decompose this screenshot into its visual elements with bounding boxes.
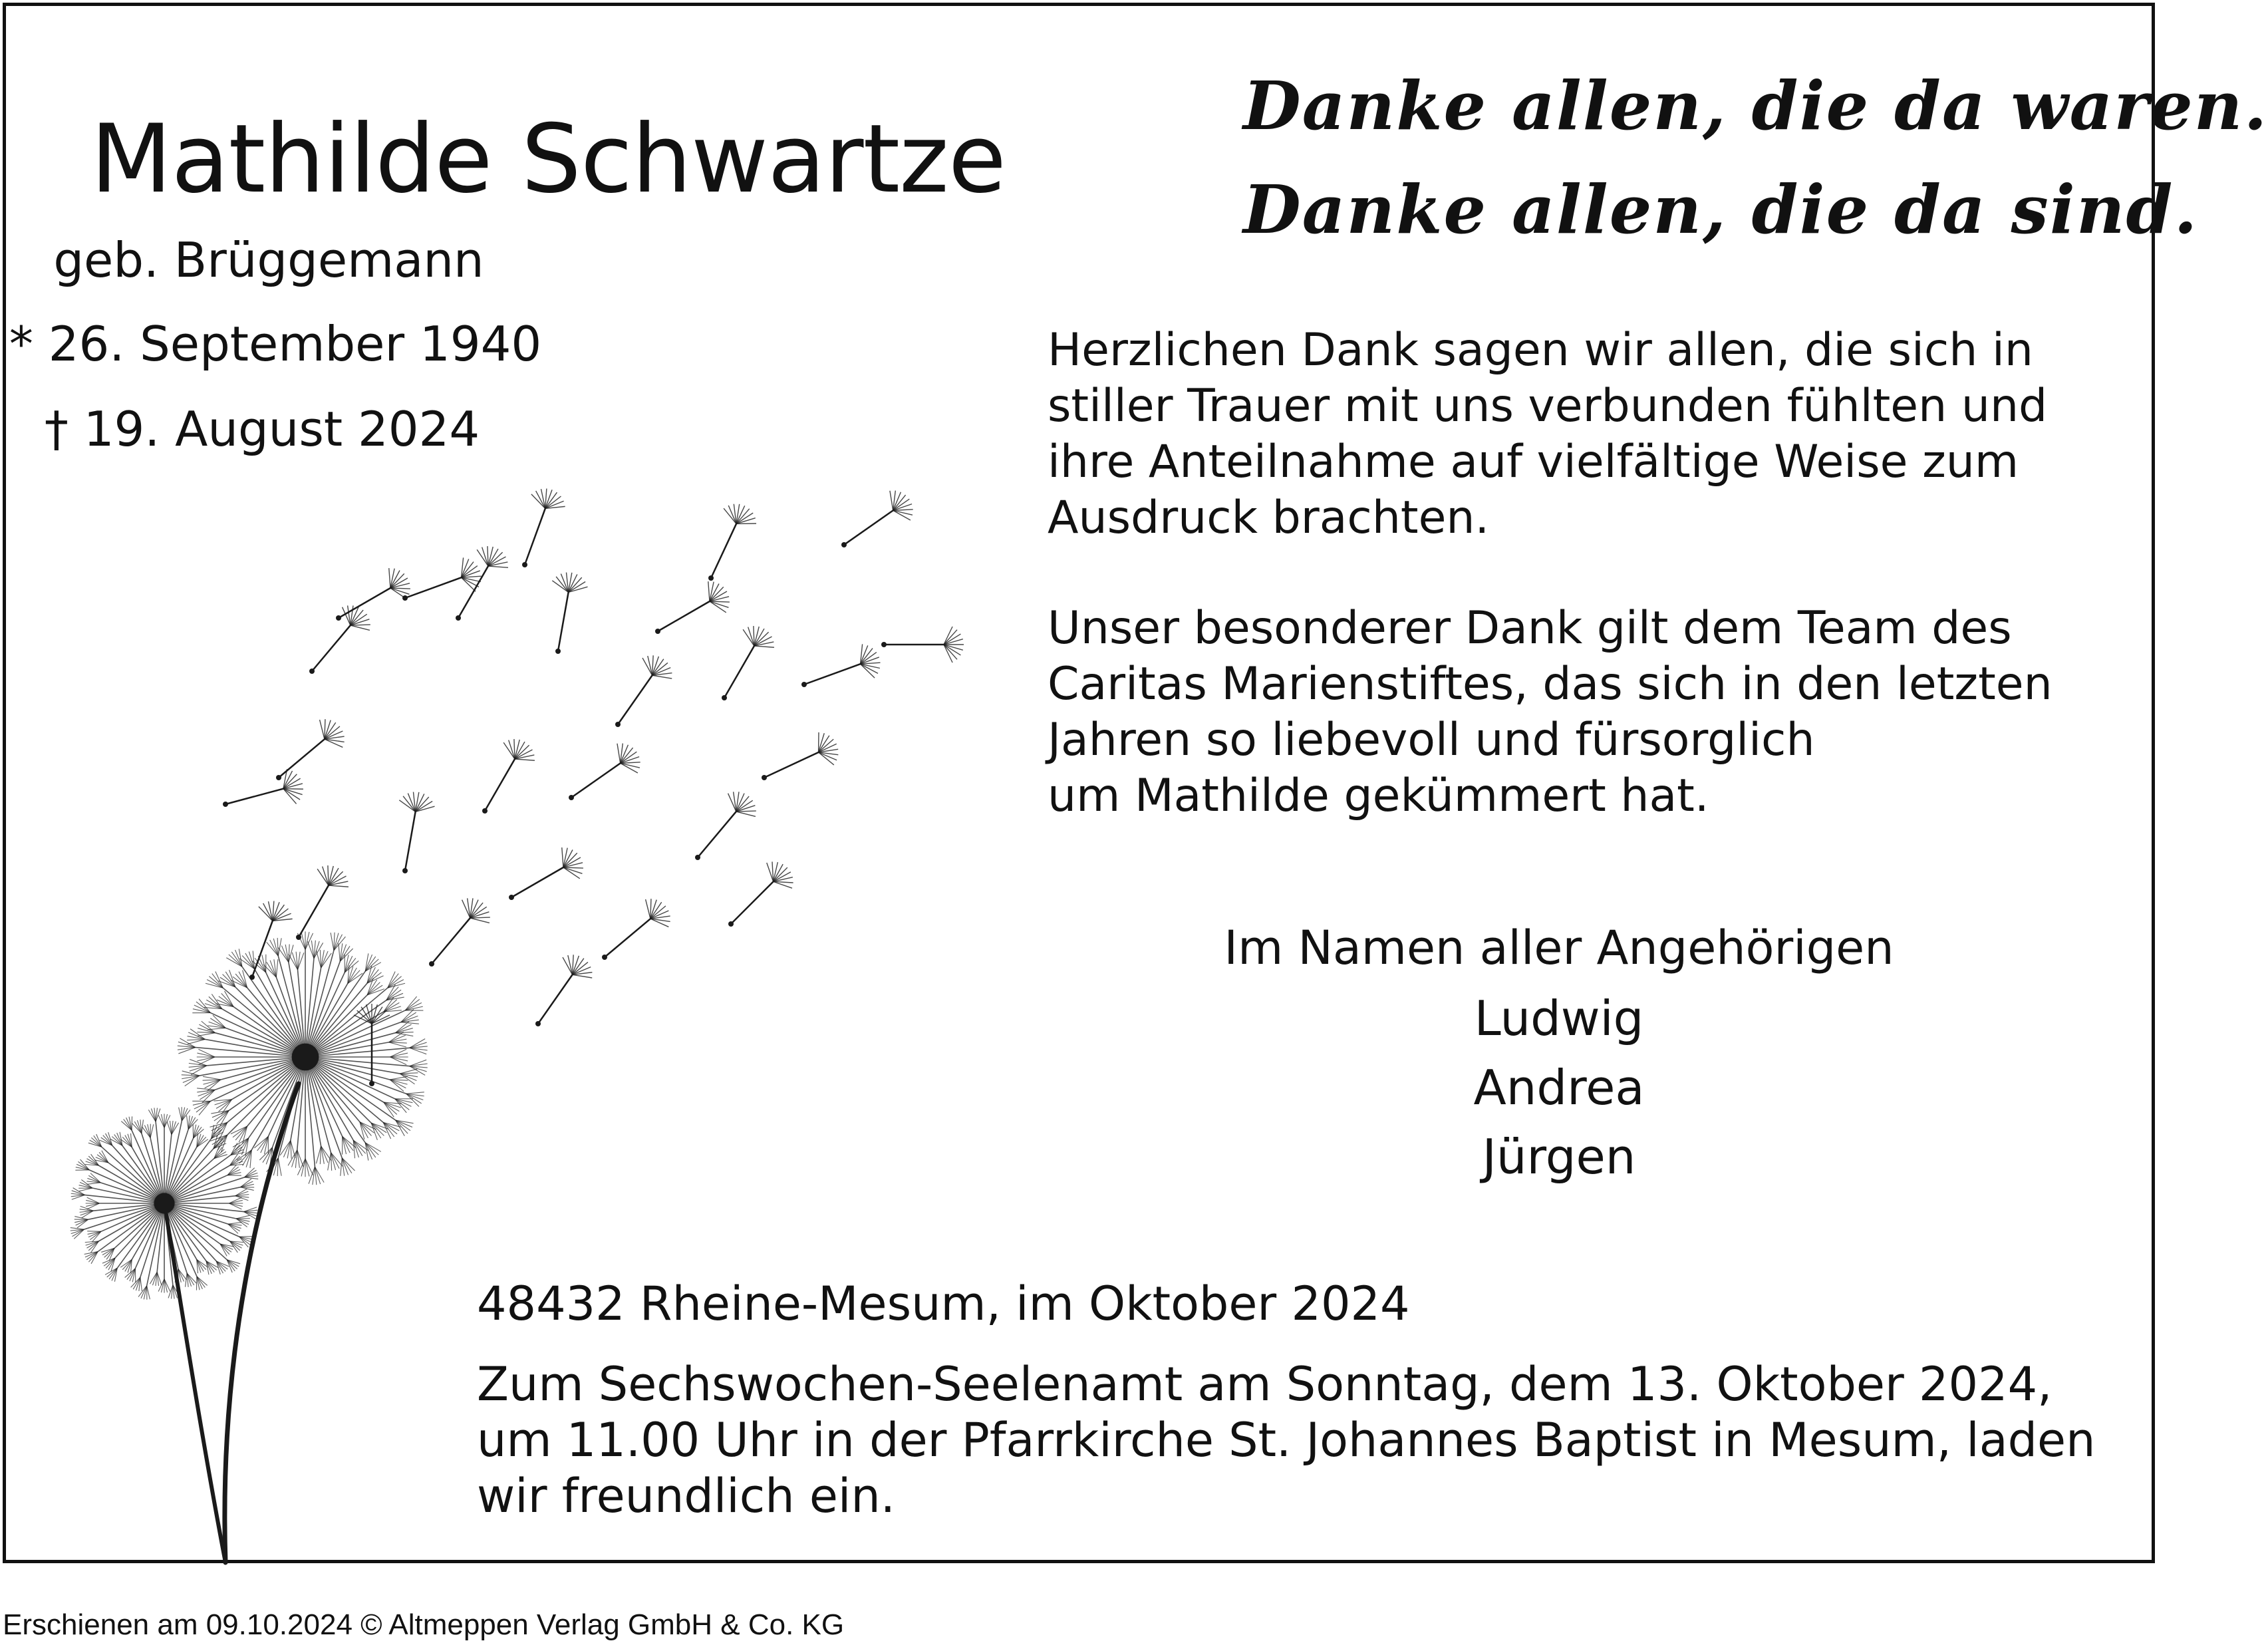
relative-name: Ludwig xyxy=(1474,990,1644,1046)
death-date: † 19. August 2024 xyxy=(44,401,480,457)
special-thanks-paragraph xyxy=(1048,601,2053,824)
maiden-name: geb. Brüggemann xyxy=(53,232,484,288)
publication-footer: Erschienen am 09.10.2024 © Altmeppen Verlag GmbH & Co. KG xyxy=(3,1608,845,1641)
thanks-line: ihre Anteilnahme auf vielfältige Weise zum xyxy=(1048,436,2019,488)
special-thanks-line: Jahren so liebevoll und fürsorglich xyxy=(1048,714,1815,766)
motto-line-2: Danke allen, die da sind. xyxy=(1243,170,2199,249)
special-thanks-line: Unser besonderer Dank gilt dem Team des xyxy=(1048,602,2012,655)
thanks-paragraph xyxy=(1048,323,2047,546)
motto-line-1: Danke allen, die da waren. xyxy=(1243,67,2268,145)
obituary-card xyxy=(3,3,2268,1563)
mass-invitation-line: Zum Sechswochen-Seelenamt am Sonntag, dem 13. Oktober 2024, xyxy=(477,1357,2053,1412)
thanks-line: stiller Trauer mit uns verbunden fühlten und xyxy=(1048,380,2048,432)
special-thanks-line: um Mathilde gekümmert hat. xyxy=(1048,770,1709,822)
relative-name: Jürgen xyxy=(1482,1129,1636,1185)
relative-name: Andrea xyxy=(1473,1060,1645,1116)
deceased-name: Mathilde Schwartze xyxy=(90,104,1006,214)
thanks-line: Herzlichen Dank sagen wir allen, die sich in xyxy=(1048,324,2033,376)
special-thanks-line: Caritas Marienstiftes, das sich in den letzten xyxy=(1048,658,2053,710)
mass-invitation-line: wir freundlich ein. xyxy=(477,1469,895,1523)
place-date: 48432 Rheine-Mesum, im Oktober 2024 xyxy=(477,1276,1410,1331)
thanks-line: Ausdruck brachten. xyxy=(1048,492,1490,544)
on-behalf-text: Im Namen aller Angehörigen xyxy=(1224,921,1894,975)
dandelion-illustration xyxy=(59,525,1024,1569)
birth-date: * 26. September 1940 xyxy=(9,316,542,372)
dandelion-drawing xyxy=(71,488,964,1563)
mass-invitation-line: um 11.00 Uhr in der Pfarrkirche St. Johannes Baptist in Mesum, laden xyxy=(477,1413,2096,1467)
